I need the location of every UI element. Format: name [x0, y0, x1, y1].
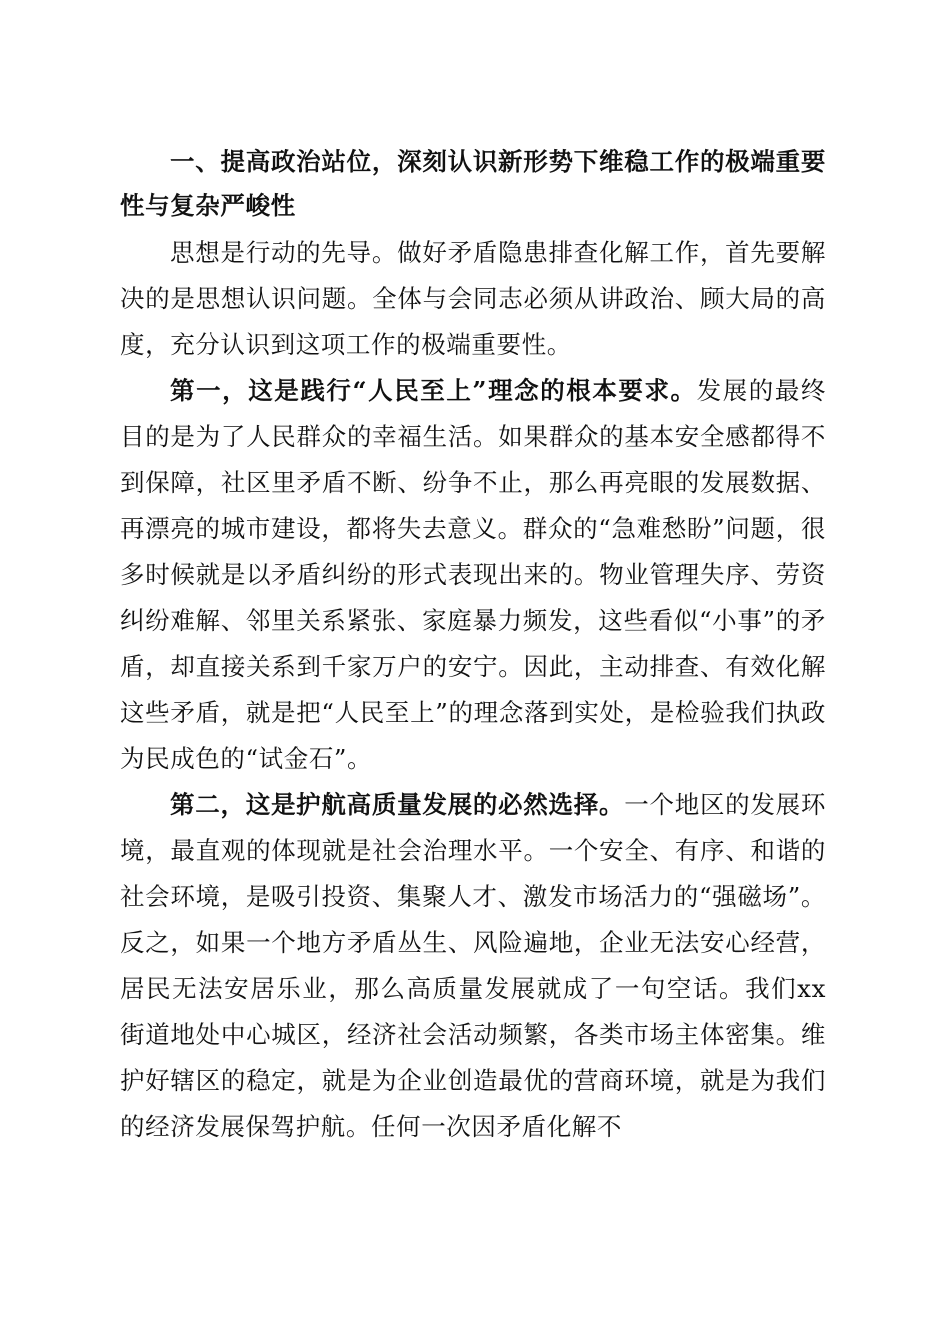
paragraph-intro: [120, 230, 826, 368]
paragraph-first-point-lead: 第一，这是践行“人民至上”理念的根本要求。: [170, 376, 697, 405]
paragraph-second-point: [120, 782, 826, 1150]
paragraph-second-point-text: 一个地区的发展环境，最直观的体现就是社会治理水平。一个安全、有序、和谐的社会环境，是吸引投资、集聚人才、激发市场活力的“强磁场”。反之，如果一个地方矛盾丛生、风险遍地，企业无法安心经营，居民无法安居乐业，那么高质量发展就成了一句空话。我们xx街道地处中心城区，经济社会活动频繁，各类市场主体密集。维护好辖区的稳定，就是为企业创造最优的营商环境，就是为我们的经济发展保驾护航。任何一次因矛盾化解不: [120, 790, 826, 1141]
paragraph-first-point-text: 发展的最终目的是为了人民群众的幸福生活。如果群众的基本安全感都得不到保障，社区里矛盾不断、纷争不止，那么再亮眼的发展数据、再漂亮的城市建设，都将失去意义。群众的“急难愁盼”问题，很多时候就是以矛盾纠纷的形式表现出来的。物业管理失序、劳资纠纷难解、邻里关系紧张、家庭暴力频发，这些看似“小事”的矛盾，却直接关系到千家万户的安宁。因此，主动排查、有效化解这些矛盾，就是把“人民至上”的理念落到实处，是检验我们执政为民成色的“试金石”。: [120, 376, 826, 773]
paragraph-first-point: [120, 368, 826, 782]
document-body: [120, 140, 826, 1150]
section-heading: 一、提高政治站位，深刻认识新形势下维稳工作的极端重要性与复杂严峻性: [120, 147, 826, 220]
paragraph-intro-text: 思想是行动的先导。做好矛盾隐患排查化解工作，首先要解决的是思想认识问题。全体与会同志必须从讲政治、顾大局的高度，充分认识到这项工作的极端重要性。: [120, 238, 826, 359]
paragraph-second-point-lead: 第二，这是护航高质量发展的必然选择。: [170, 790, 625, 819]
